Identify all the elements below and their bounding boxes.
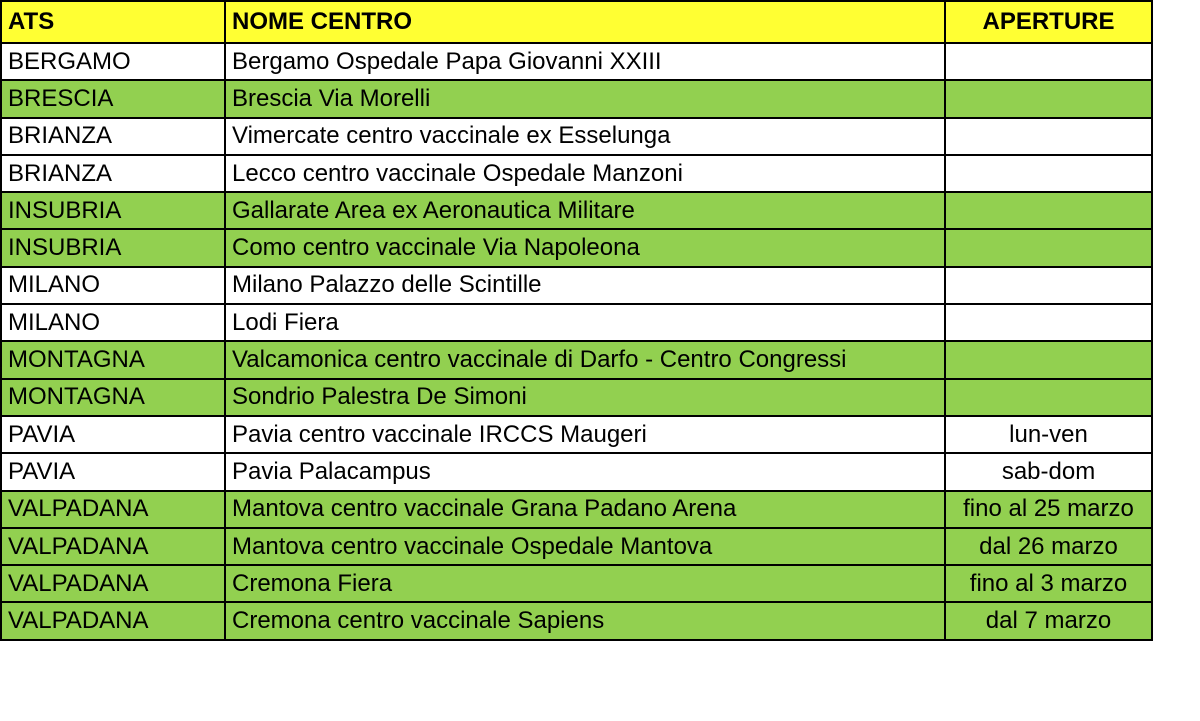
cell-ats: BERGAMO — [1, 43, 225, 80]
table-row — [1, 565, 1152, 602]
cell-ats: INSUBRIA — [1, 192, 225, 229]
table-row — [1, 80, 1152, 117]
cell-nome-centro: Como centro vaccinale Via Napoleona — [225, 229, 945, 266]
cell-nome-centro: Valcamonica centro vaccinale di Darfo - Centro Congressi — [225, 341, 945, 378]
cell-ats: BRIANZA — [1, 118, 225, 155]
cell-aperture — [945, 43, 1152, 80]
cell-ats: MONTAGNA — [1, 341, 225, 378]
cell-aperture — [945, 155, 1152, 192]
cell-aperture: fino al 3 marzo — [945, 565, 1152, 602]
cell-nome-centro: Pavia centro vaccinale IRCCS Maugeri — [225, 416, 945, 453]
table-row — [1, 453, 1152, 490]
cell-aperture — [945, 229, 1152, 266]
cell-nome-centro: Bergamo Ospedale Papa Giovanni XXIII — [225, 43, 945, 80]
table-row — [1, 118, 1152, 155]
cell-ats: PAVIA — [1, 416, 225, 453]
cell-nome-centro: Mantova centro vaccinale Grana Padano Arena — [225, 491, 945, 528]
cell-aperture — [945, 267, 1152, 304]
header-ats: ATS — [1, 1, 225, 43]
table-row — [1, 192, 1152, 229]
cell-aperture — [945, 379, 1152, 416]
header-aperture: APERTURE — [945, 1, 1152, 43]
cell-ats: MILANO — [1, 267, 225, 304]
table-row — [1, 229, 1152, 266]
cell-aperture — [945, 118, 1152, 155]
cell-nome-centro: Cremona Fiera — [225, 565, 945, 602]
cell-ats: PAVIA — [1, 453, 225, 490]
cell-ats: BRIANZA — [1, 155, 225, 192]
cell-nome-centro: Sondrio Palestra De Simoni — [225, 379, 945, 416]
table-row — [1, 155, 1152, 192]
cell-aperture — [945, 304, 1152, 341]
table-header-row — [1, 1, 1152, 43]
cell-nome-centro: Mantova centro vaccinale Ospedale Mantova — [225, 528, 945, 565]
cell-aperture: dal 7 marzo — [945, 602, 1152, 639]
table-row — [1, 379, 1152, 416]
cell-nome-centro: Vimercate centro vaccinale ex Esselunga — [225, 118, 945, 155]
cell-nome-centro: Milano Palazzo delle Scintille — [225, 267, 945, 304]
table-row — [1, 267, 1152, 304]
table-row — [1, 602, 1152, 639]
cell-ats: MONTAGNA — [1, 379, 225, 416]
cell-aperture: fino al 25 marzo — [945, 491, 1152, 528]
cell-ats: VALPADANA — [1, 528, 225, 565]
header-nome-centro: NOME CENTRO — [225, 1, 945, 43]
cell-aperture: lun-ven — [945, 416, 1152, 453]
table-row — [1, 341, 1152, 378]
cell-nome-centro: Lecco centro vaccinale Ospedale Manzoni — [225, 155, 945, 192]
table-row — [1, 43, 1152, 80]
table-row — [1, 491, 1152, 528]
cell-nome-centro: Gallarate Area ex Aeronautica Militare — [225, 192, 945, 229]
cell-aperture: dal 26 marzo — [945, 528, 1152, 565]
cell-ats: INSUBRIA — [1, 229, 225, 266]
cell-aperture: sab-dom — [945, 453, 1152, 490]
cell-aperture — [945, 80, 1152, 117]
cell-nome-centro: Lodi Fiera — [225, 304, 945, 341]
cell-ats: VALPADANA — [1, 491, 225, 528]
cell-nome-centro: Pavia Palacampus — [225, 453, 945, 490]
cell-ats: VALPADANA — [1, 565, 225, 602]
cell-nome-centro: Cremona centro vaccinale Sapiens — [225, 602, 945, 639]
cell-ats: MILANO — [1, 304, 225, 341]
table-row — [1, 416, 1152, 453]
cell-ats: VALPADANA — [1, 602, 225, 639]
cell-ats: BRESCIA — [1, 80, 225, 117]
cell-aperture — [945, 192, 1152, 229]
table-row — [1, 304, 1152, 341]
cell-aperture — [945, 341, 1152, 378]
cell-nome-centro: Brescia Via Morelli — [225, 80, 945, 117]
table-row — [1, 528, 1152, 565]
